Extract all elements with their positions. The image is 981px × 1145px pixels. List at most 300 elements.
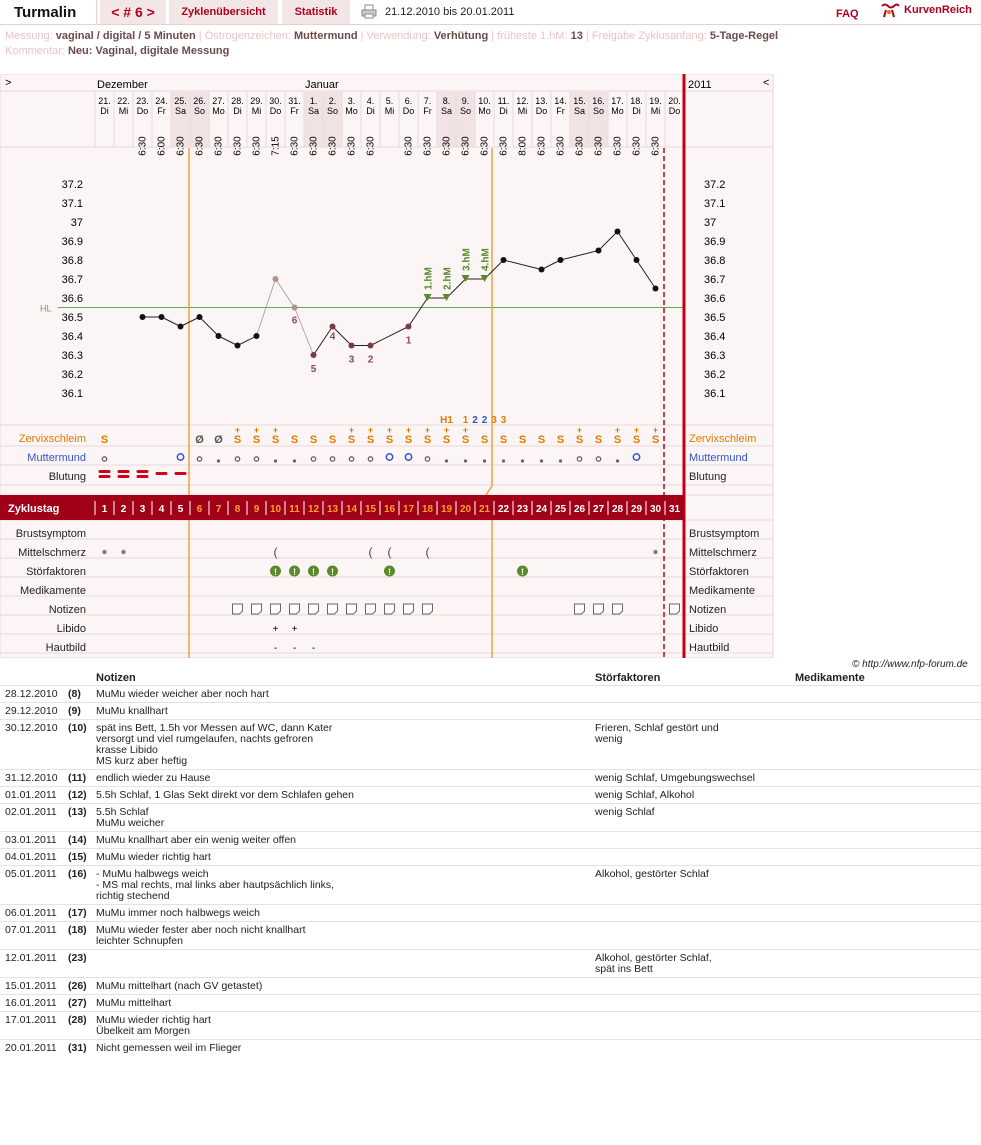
time-label: 6:30: [137, 136, 149, 156]
time-label: 6:30: [498, 136, 510, 156]
row-label-blutung: Blutung: [689, 471, 727, 483]
temp-tick: 36.9: [704, 236, 726, 248]
row-label-stoer: Störfaktoren: [26, 566, 86, 578]
cycle-day-number: 18: [421, 504, 434, 515]
mucus-symbol: S: [442, 434, 451, 446]
date-label: 2.: [328, 96, 337, 106]
note-date: 15.01.2011: [5, 980, 57, 992]
temp-tick: 36.3: [704, 350, 726, 362]
mucus-symbol: S: [537, 434, 546, 446]
temp-point: [140, 314, 146, 320]
mucus-symbol: S: [404, 434, 413, 446]
mucus-symbol: S: [233, 434, 242, 446]
month-label: Januar: [305, 79, 339, 91]
cycle-day-number: 21: [478, 504, 491, 515]
notes-row: [0, 904, 981, 921]
note-icon: [594, 604, 604, 614]
mucus-symbol: S: [252, 434, 261, 446]
cycle-day-number: 22: [497, 504, 510, 515]
estrogen-sign: Muttermund: [294, 30, 358, 42]
cycle-day-number: 28: [611, 504, 624, 515]
cycle-nav[interactable]: < # 6 >: [100, 0, 166, 24]
mucus-plus: +: [234, 425, 241, 435]
weekday-label: Sa: [307, 106, 320, 116]
temp-tick: 36.9: [61, 236, 83, 248]
note-icon: [328, 604, 338, 614]
eval-label: 3: [491, 415, 497, 426]
notes-row: [0, 719, 981, 769]
note-cycle-day: (18): [68, 924, 87, 936]
bleeding-mark: [99, 475, 111, 478]
nav-next: <: [763, 77, 770, 89]
note-text: MuMu wieder fester aber noch nicht knallhart leichter Schnupfen: [96, 924, 306, 947]
mucus-symbol: S: [480, 434, 489, 446]
weekday-label: Mo: [611, 106, 624, 116]
note-icon: [575, 604, 585, 614]
measurement-info: Messung: vaginal / digital / 5 Minuten | Östrogenzeichen: Muttermund | Verwendung: Verhütung | früheste 1.hM: 13 | Freigabe Zyklusanfang: 5-Tage-Regel: [5, 30, 779, 42]
time-label: 6:00: [156, 136, 168, 156]
disturbance-icon-glyph: !: [274, 567, 277, 577]
time-label: 6:30: [460, 136, 472, 156]
time-label: 6:30: [612, 136, 624, 156]
temp-point: [406, 324, 412, 330]
note-cycle-day: (8): [68, 688, 81, 700]
temp-tick: 36.8: [704, 255, 726, 267]
nav-prev: >: [5, 77, 12, 89]
mucus-symbol: S: [518, 434, 527, 446]
note-disturbance: Frieren, Schlaf gestört und wenig: [595, 722, 719, 745]
mucus-symbol: S: [575, 434, 584, 446]
temp-tick: 36.1: [704, 388, 726, 400]
date-label: 3.: [347, 96, 356, 106]
cycle-day-number: 20: [459, 504, 472, 515]
notes-row: [0, 865, 981, 904]
mucus-symbol: S: [613, 434, 622, 446]
mucus-plus: +: [348, 425, 355, 435]
temp-point: [159, 314, 165, 320]
note-disturbance: wenig Schlaf, Umgebungswechsel: [595, 772, 755, 784]
time-label: 6:30: [289, 136, 301, 156]
note-text: MuMu wieder richtig hart: [96, 851, 211, 863]
note-cycle-day: (17): [68, 907, 87, 919]
row-label-stoer: Störfaktoren: [689, 566, 749, 578]
date-label: 30.: [269, 96, 282, 106]
cycle-day-number: 11: [289, 504, 300, 515]
weekday-label: Mo: [478, 106, 491, 116]
weekday-label: Di: [100, 106, 109, 116]
cycle-day-number: 4: [158, 504, 165, 515]
libido-mark: +: [291, 624, 298, 635]
time-label: 6:30: [555, 136, 567, 156]
temp-point: [273, 276, 279, 282]
temp-tick: 37: [70, 217, 83, 229]
mucus-symbol: S: [423, 434, 432, 446]
note-cycle-day: (23): [68, 952, 87, 964]
time-label: 6:30: [422, 136, 434, 156]
top-bar: [0, 0, 981, 25]
date-label: 10.: [478, 96, 491, 106]
bleeding-mark: [99, 470, 111, 473]
cycle-day-number: 17: [402, 504, 415, 515]
note-date: 02.01.2011: [5, 806, 57, 818]
temp-tick: 36.4: [704, 331, 726, 343]
notes-header: Notizen: [96, 672, 136, 684]
cycle-day-number: 14: [345, 504, 358, 515]
temp-point: [368, 343, 374, 349]
cycle-day-number: 9: [253, 504, 260, 515]
date-label: 5.: [385, 96, 394, 106]
weekday-label: Fr: [157, 106, 166, 116]
mucus-plus: +: [272, 425, 279, 435]
date-label: 31.: [288, 96, 301, 106]
row-label-brust: Brustsymptom: [689, 528, 760, 540]
cycle-day-number: 30: [649, 504, 662, 515]
time-label: 6:30: [213, 136, 225, 156]
temp-point: [558, 257, 564, 263]
month-label: Dezember: [97, 79, 148, 91]
mucus-symbol: Ø: [214, 434, 223, 446]
bleeding-mark: [137, 470, 149, 473]
note-date: 28.12.2010: [5, 688, 58, 700]
temp-point: [292, 305, 298, 311]
note-date: 29.12.2010: [5, 705, 58, 717]
logo-text: KurvenReich: [904, 4, 972, 16]
time-label: 6:30: [650, 136, 662, 156]
note-cycle-day: (26): [68, 980, 87, 992]
time-label: 6:30: [175, 136, 187, 156]
row-label-notizen: Notizen: [48, 604, 86, 616]
note-date: 04.01.2011: [5, 851, 57, 863]
note-disturbance: wenig Schlaf: [595, 806, 655, 818]
mucus-plus: +: [443, 425, 450, 435]
mucus-symbol: S: [271, 434, 280, 446]
time-label: 6:30: [441, 136, 453, 156]
hm-label: 2.hM: [442, 267, 454, 290]
midpain-symbol: (: [387, 545, 392, 559]
date-label: 16.: [592, 96, 605, 106]
cervix-closed-symbol: [616, 459, 619, 462]
row-label-medi: Medikamente: [19, 585, 86, 597]
time-label: 6:30: [574, 136, 586, 156]
temp-tick: 36.5: [61, 312, 83, 324]
mucus-symbol: S: [290, 434, 299, 446]
mucus-plus: +: [367, 425, 374, 435]
note-text: MuMu knallhart aber ein wenig weiter offen: [96, 834, 296, 846]
cycle-day-number: 31: [668, 504, 681, 515]
weekday-label: Mi: [517, 106, 528, 116]
note-text: 5.5h Schlaf, 1 Glas Sekt direkt vor dem Schlafen gehen: [96, 789, 354, 801]
mucus-symbol: S: [499, 434, 508, 446]
mucus-symbol: S: [347, 434, 356, 446]
time-label: 6:30: [479, 136, 491, 156]
weekday-label: Mo: [212, 106, 225, 116]
note-cycle-day: (28): [68, 1014, 87, 1026]
note-date: 30.12.2010: [5, 722, 58, 734]
temp-tick: 36.6: [61, 293, 83, 305]
cycle-day-label: Zyklustag: [8, 503, 60, 515]
date-label: 8.: [442, 96, 451, 106]
user-name: Turmalin: [0, 0, 97, 24]
temp-tick: 37.1: [704, 198, 726, 210]
temp-point: [235, 343, 241, 349]
temp-tick: 36.4: [61, 331, 83, 343]
temp-point: [254, 333, 260, 339]
date-label: 24.: [155, 96, 168, 106]
date-label: 27.: [212, 96, 225, 106]
time-label: 6:30: [308, 136, 320, 156]
date-label: 15.: [573, 96, 586, 106]
weekday-label: Fr: [556, 106, 565, 116]
cervix-closed-symbol: [483, 459, 486, 462]
note-text: spät ins Bett, 1.5h vor Messen auf WC, dann Kater versorgt und viel rumgelaufen, nachts gefroren krasse Libido MS kurz aber heftig: [96, 722, 333, 767]
logo[interactable]: [880, 2, 972, 18]
mucus-symbol: Ø: [195, 434, 204, 446]
eval-label: H1: [440, 415, 453, 426]
temp-tick: 36.7: [704, 274, 726, 286]
note-date: 07.01.2011: [5, 924, 57, 936]
note-icon: [271, 604, 281, 614]
midpain-symbol: (: [425, 545, 430, 559]
temp-point: [311, 352, 317, 358]
note-text: MuMu wieder richtig hart Übelkeit am Morgen: [96, 1014, 211, 1037]
date-label: 28.: [231, 96, 244, 106]
skin-mark: -: [273, 643, 278, 654]
faq-link[interactable]: FAQ: [836, 8, 859, 20]
cycle-chart: [0, 74, 776, 658]
temp-tick: 36.7: [61, 274, 83, 286]
skin-mark: -: [292, 643, 297, 654]
temp-tick: 36.8: [61, 255, 83, 267]
note-date: 12.01.2011: [5, 952, 57, 964]
temp-point: [349, 343, 355, 349]
year-label: 2011: [688, 79, 712, 91]
temp-point: [634, 257, 640, 263]
notes-row: [0, 1039, 981, 1056]
time-label: 6:30: [365, 136, 377, 156]
comment-info: Kommentar: Neu: Vaginal, digitale Messung: [5, 45, 230, 57]
disturbance-icon-glyph: !: [388, 567, 391, 577]
row-label-haut: Hautbild: [45, 642, 86, 654]
notes-row: [0, 921, 981, 949]
weekday-label: Sa: [573, 106, 586, 116]
note-icon: [309, 604, 319, 614]
midpain-dot: [653, 550, 657, 554]
note-cycle-day: (12): [68, 789, 87, 801]
cycle-day-number: 25: [554, 504, 567, 515]
row-label-libido: Libido: [689, 623, 719, 635]
weekday-label: Mi: [251, 106, 262, 116]
date-label: 20.: [668, 96, 681, 106]
date-label: 12.: [516, 96, 529, 106]
cervix-closed-symbol: [559, 459, 562, 462]
time-label: 7:15: [270, 136, 282, 156]
bleeding-mark: [137, 475, 149, 478]
time-label: 6:30: [403, 136, 415, 156]
weekday-label: Do: [269, 106, 282, 116]
cycle-day-number: 6: [196, 504, 203, 515]
bleeding-mark: [118, 470, 130, 473]
mucus-symbol: S: [651, 434, 660, 446]
measurement-value: vaginal / digital / 5 Minuten: [55, 30, 196, 42]
cycle-day-number: 24: [535, 504, 548, 515]
row-label-blutung: Blutung: [48, 471, 86, 483]
tab-cycle-overview[interactable]: Zyklenübersicht: [169, 0, 278, 24]
weekday-label: Fr: [423, 106, 432, 116]
notes-row: [0, 994, 981, 1011]
bleeding-mark: [175, 472, 187, 475]
temp-tick: 36.6: [704, 293, 726, 305]
note-text: MuMu mittelhart (nach GV getastet): [96, 980, 263, 992]
row-label-libido: Libido: [56, 623, 86, 635]
temp-point: [615, 229, 621, 235]
bleeding-mark: [156, 472, 168, 475]
comment-value: Neu: Vaginal, digitale Messung: [67, 45, 230, 57]
temp-point: [653, 286, 659, 292]
low-label: 3: [348, 354, 355, 366]
time-label: 6:30: [232, 136, 244, 156]
weekday-label: Fr: [290, 106, 299, 116]
temp-tick: 36.2: [704, 369, 726, 381]
earliest-hm: 13: [570, 30, 583, 42]
date-label: 26.: [193, 96, 206, 106]
date-label: 9.: [461, 96, 470, 106]
note-icon: [613, 604, 623, 614]
usage-value: Verhütung: [433, 30, 489, 42]
disturbance-icon-glyph: !: [521, 567, 524, 577]
date-label: 22.: [117, 96, 130, 106]
time-label: 6:30: [251, 136, 263, 156]
midpain-dot: [121, 550, 125, 554]
note-date: 31.12.2010: [5, 772, 58, 784]
mucus-plus: +: [253, 425, 260, 435]
low-label: 2: [367, 354, 374, 366]
eval-label: 1: [462, 415, 469, 426]
note-icon: [366, 604, 376, 614]
weekday-label: Di: [233, 106, 242, 116]
note-disturbance: Alkohol, gestörter Schlaf: [595, 868, 709, 880]
coverline-label: HL: [40, 303, 52, 314]
temp-tick: 37: [704, 217, 717, 229]
time-label: 6:30: [346, 136, 358, 156]
mucus-plus: +: [652, 425, 659, 435]
mucus-symbol: S: [328, 434, 337, 446]
mucus-symbol: S: [556, 434, 565, 446]
note-cycle-day: (9): [68, 705, 81, 717]
cycle-day-number: 7: [215, 504, 222, 515]
weekday-label: So: [193, 106, 206, 116]
tab-statistics[interactable]: Statistik: [282, 0, 350, 24]
cycle-day-number: 26: [573, 504, 586, 515]
temp-tick: 36.3: [61, 350, 83, 362]
libido-mark: +: [272, 624, 279, 635]
eval-label: 2: [472, 415, 478, 426]
weekday-label: Do: [402, 106, 415, 116]
notes-row: [0, 803, 981, 831]
hm-label: 3.hM: [461, 248, 473, 271]
date-label: 25.: [174, 96, 187, 106]
notes-row: [0, 685, 981, 702]
notes-row: [0, 702, 981, 719]
midpain-symbol: (: [368, 545, 373, 559]
date-label: 14.: [554, 96, 567, 106]
temp-point: [330, 324, 336, 330]
date-label: 29.: [250, 96, 263, 106]
date-label: 11.: [497, 96, 510, 106]
note-date: 17.01.2011: [5, 1014, 57, 1026]
notes-row: [0, 949, 981, 977]
printer-icon[interactable]: [361, 4, 377, 19]
row-label-brust: Brustsymptom: [15, 528, 86, 540]
note-cycle-day: (16): [68, 868, 87, 880]
low-label: 4: [329, 331, 336, 343]
mucus-symbol: S: [461, 434, 470, 446]
weekday-label: Di: [499, 106, 508, 116]
disturbance-icon-glyph: !: [293, 567, 296, 577]
note-disturbance: wenig Schlaf, Alkohol: [595, 789, 695, 801]
cycle-day-number: 1: [101, 504, 108, 515]
mucus-plus: +: [462, 425, 469, 435]
cervix-closed-symbol: [464, 459, 467, 462]
cycle-day-number: 27: [592, 504, 605, 515]
cycle-day-number: 5: [177, 504, 184, 515]
mucus-plus: +: [405, 425, 412, 435]
cycle-day-number: 15: [364, 504, 377, 515]
skin-mark: -: [311, 643, 316, 654]
note-icon: [233, 604, 243, 614]
notes-row: [0, 1011, 981, 1039]
note-text: - MuMu halbwegs weich - MS mal rechts, mal links aber hautpsächlich links, richtig stechend: [96, 868, 335, 902]
mucus-symbol: S: [366, 434, 375, 446]
temp-tick: 36.5: [704, 312, 726, 324]
time-label: 6:30: [194, 136, 206, 156]
weekday-label: Do: [535, 106, 548, 116]
temp-point: [501, 257, 507, 263]
weekday-label: Do: [668, 106, 681, 116]
note-text: 5.5h Schlaf MuMu weicher: [96, 806, 165, 829]
date-label: 23.: [136, 96, 149, 106]
cervix-closed-symbol: [502, 459, 505, 462]
temp-tick: 37.2: [61, 179, 83, 191]
note-cycle-day: (11): [68, 772, 87, 784]
cervix-closed-symbol: [293, 459, 296, 462]
note-icon: [252, 604, 262, 614]
cycle-day-number: 19: [440, 504, 453, 515]
mucus-symbol: S: [100, 434, 109, 446]
disturbance-header: Störfaktoren: [595, 672, 661, 684]
row-label-notizen: Notizen: [689, 604, 727, 616]
weekday-label: So: [592, 106, 605, 116]
row-label-medi: Medikamente: [689, 585, 756, 597]
weekday-label: Di: [632, 106, 641, 116]
note-cycle-day: (14): [68, 834, 87, 846]
note-icon: [404, 604, 414, 614]
date-label: 7.: [423, 96, 432, 106]
notes-row: [0, 831, 981, 848]
bleeding-mark: [118, 475, 130, 478]
cycle-day-number: 10: [269, 504, 282, 515]
cervix-closed-symbol: [274, 459, 277, 462]
note-cycle-day: (10): [68, 722, 87, 734]
mucus-symbol: S: [594, 434, 603, 446]
cycle-day-number: 13: [326, 504, 339, 515]
note-cycle-day: (31): [68, 1042, 87, 1054]
note-text: endlich wieder zu Hause: [96, 772, 211, 784]
mucus-plus: +: [633, 425, 640, 435]
low-label: 1: [405, 335, 412, 347]
notes-row: [0, 769, 981, 786]
row-label-mumu: Muttermund: [689, 452, 748, 464]
mucus-symbol: S: [309, 434, 318, 446]
